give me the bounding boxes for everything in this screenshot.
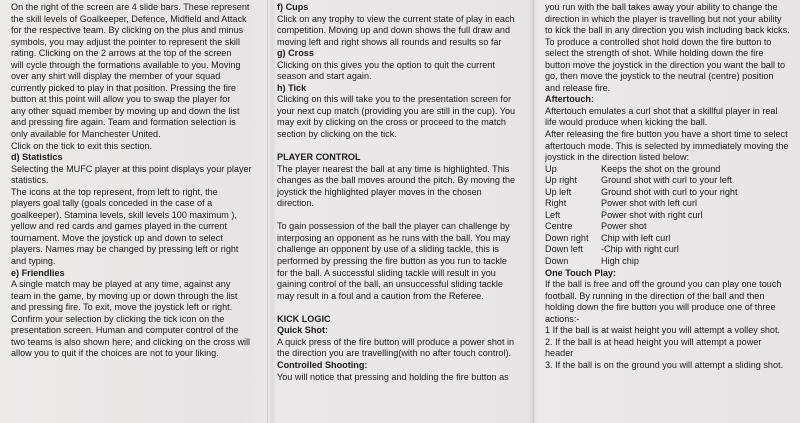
aftertouch-direction: Up left xyxy=(545,186,572,197)
aftertouch-effect: Ground shot with curl to your left xyxy=(601,175,732,186)
text-line: symbols, you may adjust the pointer to represent the skill xyxy=(11,36,240,47)
text-line: section by clicking on the tick. xyxy=(277,129,397,140)
text-line: only available for Manchester United. xyxy=(11,129,161,140)
column-middle xyxy=(277,2,529,421)
section-heading: d) Statistics xyxy=(11,152,63,163)
text-line: you run with the ball takes away your ability to change the xyxy=(545,2,778,12)
aftertouch-effect: Keeps the shot on the ground xyxy=(601,163,721,174)
text-line: and pressing fire again. Team and formation selection is xyxy=(11,117,236,128)
text-line: moving left and right shows all rounds and results so far xyxy=(277,36,502,47)
aftertouch-effect: Power shot xyxy=(601,221,647,232)
text-line: for the ball. A successful sliding tackle will result in you xyxy=(277,267,496,278)
text-line: and pressing fire. To exit, move the joystick left or right. xyxy=(11,302,233,313)
text-line: competition. Moving up and down shows the full draw and xyxy=(277,25,511,36)
paragraph-gap xyxy=(277,210,529,222)
text-line: to kick the ball in any direction you wish including back kicks. xyxy=(545,25,790,36)
aftertouch-direction: Down right xyxy=(545,232,589,243)
text-line: the skill levels of Goalkeeper, Defence, Midfield and Attack xyxy=(11,13,247,24)
section-heading: g) Cross xyxy=(277,48,314,59)
text-line: button move the joystick in the direction you want the ball to xyxy=(545,59,786,70)
text-line: actions:- xyxy=(545,313,580,324)
paragraph-gap xyxy=(277,141,529,153)
text-line: Selecting the MUFC player at this point displays your player xyxy=(11,163,252,174)
section-heading: Quick Shot: xyxy=(277,325,329,336)
one-touch-play-text xyxy=(545,268,797,372)
text-line: for the respective team. By clicking on the plus and minus xyxy=(11,25,244,36)
fold-line-right xyxy=(533,0,534,423)
text-line: A single match may be played at any time, against any xyxy=(11,279,231,290)
text-line: go, then move the joystick to the neutral (centre) position xyxy=(545,71,774,82)
section-heading: One Touch Play: xyxy=(545,267,617,278)
text-line: tournament. Move the joystick up and down to select xyxy=(11,232,223,243)
text-line: header xyxy=(545,348,574,359)
aftertouch-effect: Ground shot with curl to your right xyxy=(601,186,738,197)
text-line: select the strength of shot. While holding down the fire xyxy=(545,48,764,59)
text-line: direction in which the player is travelling but not your ability xyxy=(545,13,782,24)
text-line: life would produce when kicking the ball. xyxy=(545,117,708,128)
text-line: aftertouch mode. This is selected by immediately moving the xyxy=(545,140,789,151)
text-line: allow you to quit if the choices are not to your liking. xyxy=(11,348,219,359)
text-line: players. Names may be changed by pressing left or right xyxy=(11,244,239,255)
section-heading: KICK LOGIC xyxy=(277,313,331,324)
text-line: gaining control of the ball, an unsuccessful sliding tackle xyxy=(277,279,503,290)
text-line: currently picked to play in that position. Pressing the fire xyxy=(11,82,236,93)
text-line: season and start again. xyxy=(277,71,372,82)
aftertouch-effect: Chip with left curl xyxy=(601,232,671,243)
aftertouch-direction-table xyxy=(545,164,797,268)
text-line: 2. If the ball is at head height you will attempt a power xyxy=(545,336,762,347)
text-line: statistics. xyxy=(11,175,49,186)
text-line: Confirm your selection by clicking the tick icon on the xyxy=(11,313,225,324)
aftertouch-direction: Left xyxy=(545,209,561,220)
text-line: any other squad member by moving up and down the list xyxy=(11,105,240,116)
controlled-shooting-and-aftertouch-text xyxy=(545,2,797,164)
aftertouch-direction: Down xyxy=(545,256,569,267)
aftertouch-effect: Power shot with left curl xyxy=(601,198,698,209)
text-line: interposing an opponent as he runs with the ball. You may xyxy=(277,232,511,243)
paragraph-gap xyxy=(277,302,529,314)
text-line: and release fire. xyxy=(545,82,611,93)
text-line: over any shirt will display the member of your squad xyxy=(11,71,221,82)
text-line: the direction you are travelling(with no after touch control). xyxy=(277,348,512,359)
text-line: The icons at the top represent, from left to right, the xyxy=(11,186,218,197)
fold-line-left xyxy=(267,0,268,423)
text-line: To produce a controlled shot hold down the fire button to xyxy=(545,36,772,47)
column-right xyxy=(545,2,797,421)
text-line: joystick in the direction listed below: xyxy=(545,152,690,163)
section-heading: Aftertouch: xyxy=(545,94,594,105)
text-line: will cycle through the formations available to you. Moving xyxy=(11,59,241,70)
aftertouch-direction: Down left xyxy=(545,244,583,255)
text-line: To gain possession of the ball the player can challenge by xyxy=(277,221,510,232)
text-line: On the right of the screen are 4 slide bars. These represent xyxy=(11,2,250,12)
aftertouch-effect: Power shot with right curl xyxy=(601,209,703,220)
text-line: Clicking on this gives you the option to quit the current xyxy=(277,59,495,70)
section-heading: PLAYER CONTROL xyxy=(277,152,361,163)
text-line: The player nearest the ball at any time is highlighted. This xyxy=(277,163,510,174)
aftertouch-effect: -Chip with right curl xyxy=(601,244,679,255)
aftertouch-direction: Up xyxy=(545,163,557,174)
text-line: goalkeeper). Stamina levels, skill levels 100 maximum ), xyxy=(11,209,237,220)
text-line: rating. Clicking on the 2 arrows at the top of the screen xyxy=(11,48,232,59)
text-line: direction. xyxy=(277,198,314,209)
text-line: 3. If the ball is on the ground you will attempt a sliding shot. xyxy=(545,359,784,370)
text-line: may result in a foul and a caution from the Referee. xyxy=(277,290,484,301)
text-line: yellow and red cards and games played in the current xyxy=(11,221,227,232)
text-line: button at this point will allow you to swap the player for xyxy=(11,94,231,105)
text-line: 1 If the ball is at waist height you will attempt a volley shot. xyxy=(545,325,781,336)
aftertouch-effect: High chip xyxy=(601,256,639,267)
text-line: Clicking on this will take you to the presentation screen for xyxy=(277,94,512,105)
text-line: Click on any trophy to view the current state of play in each xyxy=(277,13,515,24)
text-line: holding down the fire button you will produce one of three xyxy=(545,302,776,313)
text-line: challenge an opponent by use of a sliding tackle, this is xyxy=(277,244,499,255)
section-heading: f) Cups xyxy=(277,2,309,12)
text-line: team in the game, by moving up or down through the list xyxy=(11,290,238,301)
text-line: your next cup match (providing you are still in the cup). You xyxy=(277,105,516,116)
aftertouch-direction: Up right xyxy=(545,175,577,186)
text-line: performed by pressing the fire button as you run to tackle xyxy=(277,256,507,267)
text-line: Click on the tick to exit this section. xyxy=(11,140,153,151)
text-line: A quick press of the fire button will produce a power shot in xyxy=(277,336,515,347)
text-line: may exit by clicking on the cross or proceed to the match xyxy=(277,117,506,128)
text-line: If the ball is free and off the ground you can play one touch xyxy=(545,279,782,290)
section-heading: e) Friendlies xyxy=(11,267,65,278)
text-line: You will notice that pressing and holding the fire button as xyxy=(277,371,509,382)
section-heading: h) Tick xyxy=(277,82,307,93)
text-line: After releasing the fire button you have a short time to select xyxy=(545,129,788,140)
text-line: players goal tally (goals conceded in the case of a xyxy=(11,198,213,209)
text-line: and typing. xyxy=(11,256,56,267)
text-line: presentation screen. Human and computer control of the xyxy=(11,325,239,336)
text-line: changes as the ball moves around the pitch. By moving the xyxy=(277,175,516,186)
section-heading: Controlled Shooting: xyxy=(277,359,368,370)
aftertouch-direction: Right xyxy=(545,198,567,209)
text-line: joystick the highlighted player moves in the chosen xyxy=(277,186,482,197)
text-line: football. By running in the direction of the ball and then xyxy=(545,290,765,301)
text-line: two teams is also shown here; and clicking on the cross will xyxy=(11,336,251,347)
column-left xyxy=(11,2,266,421)
text-line: Aftertouch emulates a curl shot that a skillful player in real xyxy=(545,105,778,116)
aftertouch-direction: Centre xyxy=(545,221,573,232)
